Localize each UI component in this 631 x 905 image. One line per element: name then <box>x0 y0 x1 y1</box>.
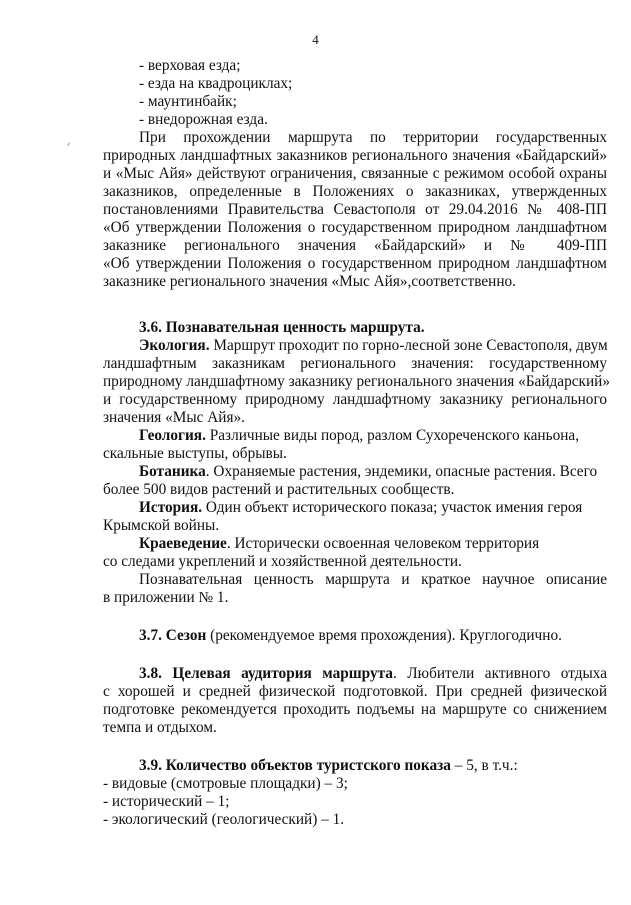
page-content <box>103 57 610 829</box>
botany-label: Ботаника <box>139 463 206 480</box>
paragraph-line: более 500 видов растений и растительных сообществ. <box>103 481 455 498</box>
paragraph-line: 3.8. Целевая аудитория маршрута. Любители активного отдыха <box>139 665 607 682</box>
paragraph-line: постановлениями Правительства Севастополя от 29.04.2016 № 408-ПП <box>103 201 607 218</box>
list-item: - исторический – 1; <box>103 793 230 810</box>
section-3-8 <box>103 665 607 737</box>
paragraph-line: со следами укреплений и хозяйственной деятельности. <box>103 553 462 570</box>
paragraph-line: История. Один объект исторического показа; участок имения героя <box>139 499 583 516</box>
margin-mark <box>67 142 72 147</box>
paragraph-line: При прохождении маршрута по территории государственных <box>139 129 607 146</box>
geology-label: Геология. <box>139 427 206 444</box>
list-item: - верховая езда; <box>139 57 241 74</box>
list-item: - экологический (геологический) – 1. <box>103 811 345 828</box>
page-number: 4 <box>312 32 319 47</box>
section-heading: 3.7. Сезон <box>139 627 207 644</box>
list-item: - езда на квадроциклах; <box>139 75 293 92</box>
paragraph-line: Крымской войны. <box>103 517 220 534</box>
paragraph-line: значения «Мыс Айя». <box>103 409 246 426</box>
paragraph-line: подготовке рекомендуется проходить подъемы на маршруте со снижением <box>103 701 607 718</box>
paragraph-line: Экология. Маршрут проходит по горно-лесной зоне Севастополя, двум <box>139 337 608 354</box>
paragraph-line: с хорошей и средней физической подготовкой. При средней физической <box>103 683 607 700</box>
section-heading: 3.8. Целевая аудитория маршрута <box>139 665 393 682</box>
activity-list <box>103 57 607 129</box>
spacer <box>103 291 607 319</box>
local-history-label: Краеведение <box>139 535 227 552</box>
section-3-9 <box>103 757 607 829</box>
paragraph-line: 3.9. Количество объектов туристского показа – 5, в т.ч.: <box>139 757 518 774</box>
paragraph-line: темпа и отдыхом. <box>103 719 217 736</box>
paragraph-line: и «Мыс Айя» действуют ограничения, связанные с режимом особой охраны <box>103 165 607 182</box>
spacer <box>103 737 607 757</box>
paragraph-line: заказнике регионального значения «Мыс Айя»,соответственно. <box>103 273 516 290</box>
list-item: - внедорожная езда. <box>139 111 268 128</box>
paragraph-line: «Об утверждении Положения о государственном природном ландшафтном <box>103 255 607 272</box>
paragraph-line: Ботаника. Охраняемые растения, эндемики, опасные растения. Всего <box>139 463 598 480</box>
paragraph-line: Краеведение. Исторически освоенная человеком территория <box>139 535 540 552</box>
paragraph-line: «Об утверждении Положения о государственном природном ландшафтном <box>103 219 607 236</box>
spacer <box>103 607 607 627</box>
paragraph-line: ландшафтным заказникам регионального значения: государственному <box>103 355 607 372</box>
section-heading: 3.6. Познавательная ценность маршрута. <box>139 319 425 336</box>
paragraph-line: Геология. Различные виды пород, разлом Сухореченского каньона, <box>139 427 580 444</box>
paragraph-line: Познавательная ценность маршрута и краткое научное описание <box>139 571 607 588</box>
paragraph-line: 3.7. Сезон (рекомендуемое время прохождения). Круглогодично. <box>139 627 562 644</box>
paragraph-line: и государственному природному ландшафтному заказнику регионального <box>103 391 607 408</box>
history-label: История. <box>139 499 203 516</box>
paragraph-line: заказников, определенные в Положениях о заказниках, утвержденных <box>103 183 607 200</box>
paragraph-line: заказнике регионального значения «Байдарский» и № 409-ПП <box>103 237 607 254</box>
list-item: - маунтинбайк; <box>139 93 237 110</box>
section-3-7 <box>103 627 607 645</box>
section-3-6 <box>103 319 610 607</box>
ecology-label: Экология. <box>139 337 210 354</box>
paragraph-line: природных ландшафтных заказников регионального значения «Байдарский» <box>103 147 607 164</box>
restrictions-paragraph <box>103 129 607 291</box>
list-item: - видовые (смотровые площадки) – 3; <box>103 775 348 792</box>
paragraph-line: скальные выступы, обрывы. <box>103 445 287 462</box>
spacer <box>103 645 607 665</box>
section-heading: 3.9. Количество объектов туристского показа <box>139 757 451 774</box>
paragraph-line: в приложении № 1. <box>103 589 229 606</box>
paragraph-line: природному ландшафтному заказнику регионального значения «Байдарский» <box>103 373 610 390</box>
